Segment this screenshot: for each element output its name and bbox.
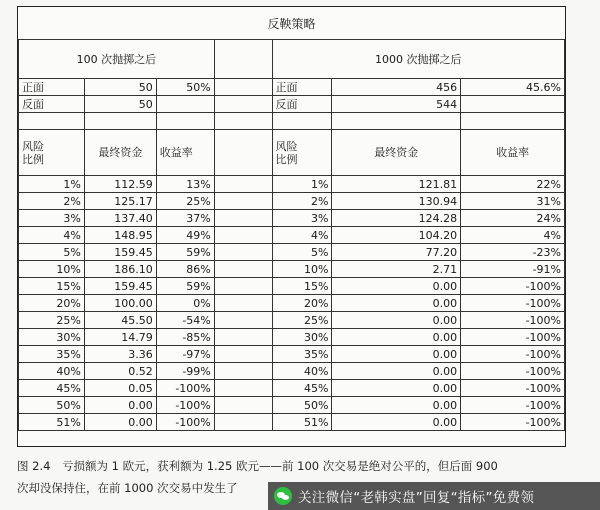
- right-risk-cell: 45%: [272, 380, 332, 397]
- left-capital-cell: 159.45: [84, 278, 156, 295]
- divider-cell: [214, 227, 272, 244]
- left-return-cell: -85%: [156, 329, 214, 346]
- divider-cell: [214, 346, 272, 363]
- right-risk-cell: 3%: [272, 210, 332, 227]
- divider-cell: [214, 380, 272, 397]
- left-risk-cell: 40%: [19, 363, 85, 380]
- table-row: [19, 210, 565, 227]
- right-capital-cell: 124.28: [332, 210, 461, 227]
- left-return-cell: -100%: [156, 380, 214, 397]
- right-return-cell: 24%: [461, 210, 565, 227]
- left-return-cell: -100%: [156, 397, 214, 414]
- divider-cell: [214, 210, 272, 227]
- watermark-text: 关注微信“老韩实盘”回复“指标”免费领: [298, 490, 535, 506]
- divider-cell: [214, 295, 272, 312]
- caption-line-2: 次却没保持住，在前 1000 次交易中发生了: [17, 481, 238, 495]
- left-capital-cell: 0.05: [84, 380, 156, 397]
- right-capital-cell: 0.00: [332, 278, 461, 295]
- left-capital-cell: 3.36: [84, 346, 156, 363]
- left-risk-cell: 10%: [19, 261, 85, 278]
- left-tails-pct: [156, 96, 214, 113]
- right-tails-count: 544: [332, 96, 461, 113]
- left-return-cell: 37%: [156, 210, 214, 227]
- left-heads-count: 50: [84, 79, 156, 96]
- right-capital-cell: 0.00: [332, 397, 461, 414]
- right-risk-cell: 1%: [272, 176, 332, 193]
- left-return-cell: 59%: [156, 244, 214, 261]
- strategy-table-sheet: [17, 6, 566, 447]
- right-return-cell: -23%: [461, 244, 565, 261]
- left-risk-cell: 2%: [19, 193, 85, 210]
- results-table: [18, 39, 565, 431]
- right-risk-cell: 4%: [272, 227, 332, 244]
- right-return-cell: -100%: [461, 329, 565, 346]
- right-risk-cell: 35%: [272, 346, 332, 363]
- right-risk-cell: 40%: [272, 363, 332, 380]
- table-row: [19, 278, 565, 295]
- right-tails-label: 反面: [272, 96, 332, 113]
- left-capital-cell: 0.00: [84, 397, 156, 414]
- left-capital-cell: 45.50: [84, 312, 156, 329]
- table-row: [19, 312, 565, 329]
- left-return-cell: -99%: [156, 363, 214, 380]
- right-risk-cell: 30%: [272, 329, 332, 346]
- left-risk-cell: 3%: [19, 210, 85, 227]
- left-tails-count: 50: [84, 96, 156, 113]
- left-return-header: 收益率: [156, 130, 214, 176]
- left-risk-cell: 15%: [19, 278, 85, 295]
- right-risk-cell: 15%: [272, 278, 332, 295]
- left-return-cell: 59%: [156, 278, 214, 295]
- left-risk-cell: 50%: [19, 397, 85, 414]
- right-capital-cell: 0.00: [332, 329, 461, 346]
- left-risk-cell: 4%: [19, 227, 85, 244]
- divider-cell: [214, 363, 272, 380]
- right-return-cell: -100%: [461, 295, 565, 312]
- right-return-cell: -100%: [461, 363, 565, 380]
- right-risk-cell: 10%: [272, 261, 332, 278]
- left-risk-cell: 51%: [19, 414, 85, 431]
- right-risk-cell: 25%: [272, 312, 332, 329]
- right-capital-cell: 0.00: [332, 295, 461, 312]
- section-header-row: [19, 40, 565, 79]
- divider-cell: [214, 79, 272, 96]
- right-return-cell: -100%: [461, 346, 565, 363]
- right-return-header: 收益率: [461, 130, 565, 176]
- left-return-cell: -54%: [156, 312, 214, 329]
- table-row: [19, 397, 565, 414]
- table-row: [19, 346, 565, 363]
- left-return-cell: 49%: [156, 227, 214, 244]
- left-return-cell: 13%: [156, 176, 214, 193]
- right-capital-cell: 0.00: [332, 363, 461, 380]
- right-return-cell: 31%: [461, 193, 565, 210]
- right-risk-header: 风险 比例: [272, 130, 332, 176]
- table-row: [19, 380, 565, 397]
- left-heads-pct: 50%: [156, 79, 214, 96]
- divider-cell: [214, 193, 272, 210]
- right-capital-cell: 121.81: [332, 176, 461, 193]
- right-return-cell: 22%: [461, 176, 565, 193]
- left-capital-cell: 137.40: [84, 210, 156, 227]
- right-capital-cell: 0.00: [332, 346, 461, 363]
- table-title: 反鞅策略: [18, 7, 565, 40]
- left-risk-cell: 45%: [19, 380, 85, 397]
- left-risk-cell: 30%: [19, 329, 85, 346]
- right-risk-cell: 20%: [272, 295, 332, 312]
- table-row: [19, 227, 565, 244]
- right-risk-cell: 5%: [272, 244, 332, 261]
- left-risk-cell: 25%: [19, 312, 85, 329]
- divider-cell: [214, 312, 272, 329]
- wechat-icon: [274, 487, 292, 505]
- table-row: [19, 261, 565, 278]
- table-row: [19, 363, 565, 380]
- summary-row-tails: [19, 96, 565, 113]
- right-return-cell: -91%: [461, 261, 565, 278]
- left-risk-header: 风险 比例: [19, 130, 85, 176]
- divider-cell: [214, 40, 272, 79]
- left-capital-cell: 148.95: [84, 227, 156, 244]
- divider-cell: [214, 261, 272, 278]
- left-capital-cell: 186.10: [84, 261, 156, 278]
- right-capital-header: 最终资金: [332, 130, 461, 176]
- right-risk-cell: 50%: [272, 397, 332, 414]
- right-risk-cell: 2%: [272, 193, 332, 210]
- caption-line-1: 图 2.4 亏损额为 1 欧元，获利额为 1.25 欧元——前 100 次交易是绝对公平的，但后面 900: [17, 459, 498, 473]
- left-risk-cell: 35%: [19, 346, 85, 363]
- right-return-cell: -100%: [461, 414, 565, 431]
- table-row: [19, 193, 565, 210]
- left-section-header: 100 次抛掷之后: [19, 40, 215, 79]
- left-capital-cell: 125.17: [84, 193, 156, 210]
- right-return-cell: -100%: [461, 278, 565, 295]
- spacer-row: [19, 113, 565, 130]
- left-risk-cell: 5%: [19, 244, 85, 261]
- divider-cell: [214, 96, 272, 113]
- right-capital-cell: 2.71: [332, 261, 461, 278]
- left-capital-cell: 112.59: [84, 176, 156, 193]
- right-heads-pct: 45.6%: [461, 79, 565, 96]
- divider-cell: [214, 176, 272, 193]
- left-return-cell: 86%: [156, 261, 214, 278]
- right-section-header: 1000 次抛掷之后: [272, 40, 564, 79]
- left-return-cell: -100%: [156, 414, 214, 431]
- left-capital-cell: 100.00: [84, 295, 156, 312]
- table-row: [19, 295, 565, 312]
- right-capital-cell: 0.00: [332, 380, 461, 397]
- right-heads-label: 正面: [272, 79, 332, 96]
- left-capital-cell: 0.00: [84, 414, 156, 431]
- right-return-cell: 4%: [461, 227, 565, 244]
- table-row: [19, 176, 565, 193]
- wechat-watermark: [268, 482, 600, 510]
- divider-cell: [214, 244, 272, 261]
- right-capital-cell: 130.94: [332, 193, 461, 210]
- divider-cell: [214, 130, 272, 176]
- left-capital-cell: 159.45: [84, 244, 156, 261]
- left-return-cell: 25%: [156, 193, 214, 210]
- summary-row-heads: [19, 79, 565, 96]
- left-return-cell: 0%: [156, 295, 214, 312]
- right-capital-cell: 0.00: [332, 312, 461, 329]
- right-risk-cell: 51%: [272, 414, 332, 431]
- table-row: [19, 329, 565, 346]
- left-return-cell: -97%: [156, 346, 214, 363]
- divider-cell: [214, 414, 272, 431]
- right-tails-pct: [461, 96, 565, 113]
- left-tails-label: 反面: [19, 96, 85, 113]
- right-heads-count: 456: [332, 79, 461, 96]
- left-risk-cell: 20%: [19, 295, 85, 312]
- divider-cell: [214, 278, 272, 295]
- left-capital-cell: 0.52: [84, 363, 156, 380]
- table-row: [19, 414, 565, 431]
- divider-cell: [214, 329, 272, 346]
- left-heads-label: 正面: [19, 79, 85, 96]
- table-row: [19, 244, 565, 261]
- right-return-cell: -100%: [461, 397, 565, 414]
- divider-cell: [214, 397, 272, 414]
- right-capital-cell: 77.20: [332, 244, 461, 261]
- column-header-row: [19, 130, 565, 176]
- right-return-cell: -100%: [461, 312, 565, 329]
- right-capital-cell: 0.00: [332, 414, 461, 431]
- right-return-cell: -100%: [461, 380, 565, 397]
- left-capital-cell: 14.79: [84, 329, 156, 346]
- left-capital-header: 最终资金: [84, 130, 156, 176]
- left-risk-cell: 1%: [19, 176, 85, 193]
- right-capital-cell: 104.20: [332, 227, 461, 244]
